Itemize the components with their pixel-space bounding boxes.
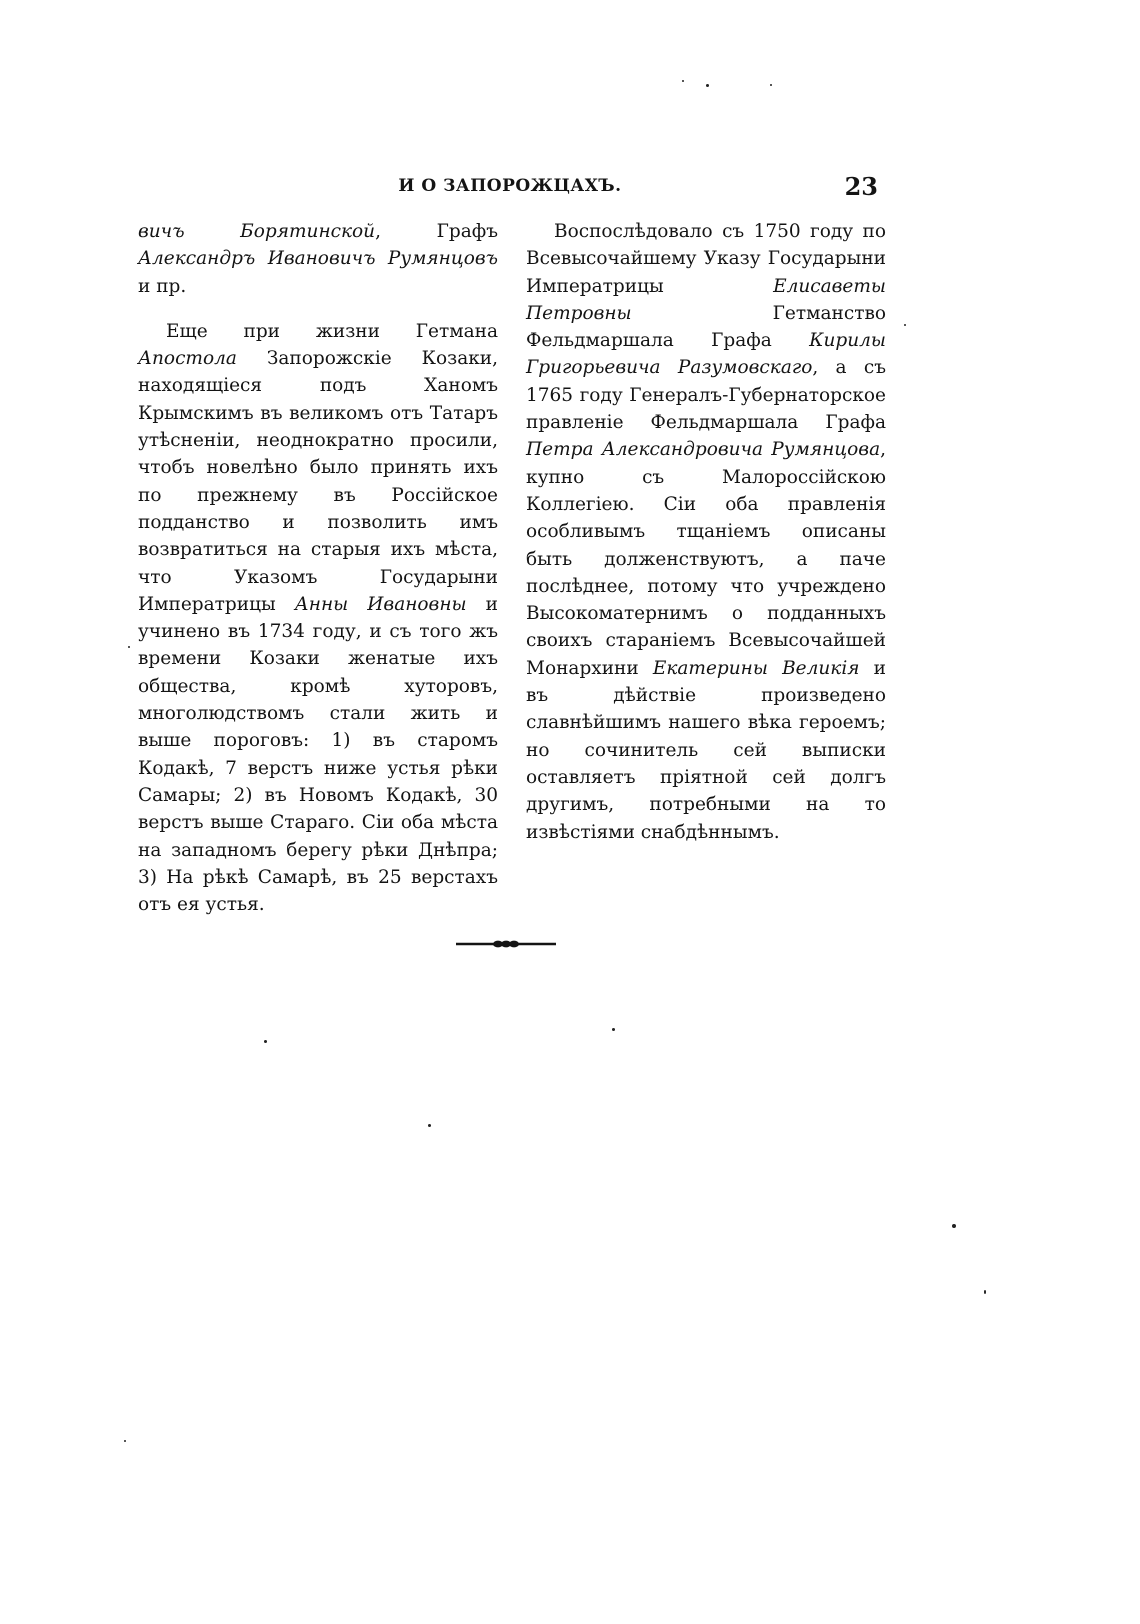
scan-speck	[706, 84, 709, 87]
right-column	[526, 218, 886, 846]
right-paragraph-1	[526, 218, 886, 846]
ornament-divider	[456, 938, 556, 950]
text-span: , Графъ	[375, 221, 498, 242]
text-span: Екатерины Великія	[652, 657, 860, 679]
page-header	[140, 172, 878, 206]
scan-speck	[612, 1028, 615, 1031]
running-title: И О ЗАПОРОЖЦАХЪ.	[398, 176, 622, 196]
text-span: и въ дѣйствіе произведено славнѣйшимъ нашего вѣка героемъ; но сочинитель сей выписки оставляетъ пріятной сей долгъ другимъ, потребными на то извѣстіями снабдѣннымъ.	[526, 657, 886, 843]
text-span: Петра Александровича Румянцова	[526, 439, 881, 461]
scan-speck	[128, 646, 130, 648]
text-span: , купно съ Малороссійскою Коллегіею. Сіи оба правленія особливымъ тщаніемъ описаны быть долженствуютъ, а паче послѣднее, потому что учреждено Высокоматернимъ о подданныхъ своихъ стараніемъ Всевысочайшей Монархини	[526, 439, 886, 679]
page-number: 23	[844, 172, 878, 201]
scan-speck	[124, 1440, 126, 1442]
text-span: Еще при жизни Гетмана	[166, 320, 498, 342]
scan-speck	[428, 1124, 431, 1127]
text-span: вичъ Борятинской	[138, 221, 376, 242]
left-column	[138, 218, 498, 918]
text-span: , а съ 1765 году Генералъ-Губернаторское правленіе Фельдмаршала Графа	[526, 357, 886, 434]
scan-speck	[770, 84, 772, 86]
text-span: Гетманство Фельдмаршала Графа	[526, 302, 886, 352]
text-span: Александръ Ивановичъ Румянцовъ	[138, 248, 498, 270]
text-span: и пр.	[138, 275, 187, 297]
text-span: Анны Ивановны	[294, 593, 467, 615]
scan-speck	[904, 324, 906, 326]
left-paragraph-1	[138, 218, 498, 300]
scan-speck	[984, 1290, 986, 1294]
text-span: Кирилы Григорьевича Разумовскаго	[526, 330, 886, 379]
text-span: Апостола	[138, 348, 237, 370]
scan-speck	[264, 1040, 267, 1043]
text-span: и учинено въ 1734 году, и съ того жъ времени Козаки женатые ихъ общества, кромѣ хуторовъ, многолюдствомъ стали жить и выше пороговъ: 1) въ старомъ Кодакѣ, 7 верстъ ниже устья рѣки Самары; 2) въ Новомъ Кодакѣ, 30 верстъ выше Стараго. Сіи оба мѣста на западномъ берегу рѣки Днѣпра; 3) На рѣкѣ Самарѣ, въ 25 верстахъ отъ ея устья.	[138, 593, 498, 916]
scan-speck	[682, 80, 684, 82]
text-span: Воспослѣдовало съ 1750 году по Всевысочайшему Указу Государыни Императрицы	[526, 221, 886, 297]
text-span: Запорожскіе Козаки, находящіеся подъ Ханомъ Крымскимъ въ великомъ отъ Татаръ утѣсненіи, неоднократно просили, чтобъ новелѣно было принять ихъ по прежнему въ Россійское подданство и позволить имъ возвратиться на старыя ихъ мѣста, что Указомъ Государыни Императрицы	[138, 348, 498, 615]
scan-speck	[952, 1224, 956, 1228]
left-paragraph-2	[138, 318, 498, 919]
text-span: Елисаветы Петровны	[526, 275, 886, 324]
